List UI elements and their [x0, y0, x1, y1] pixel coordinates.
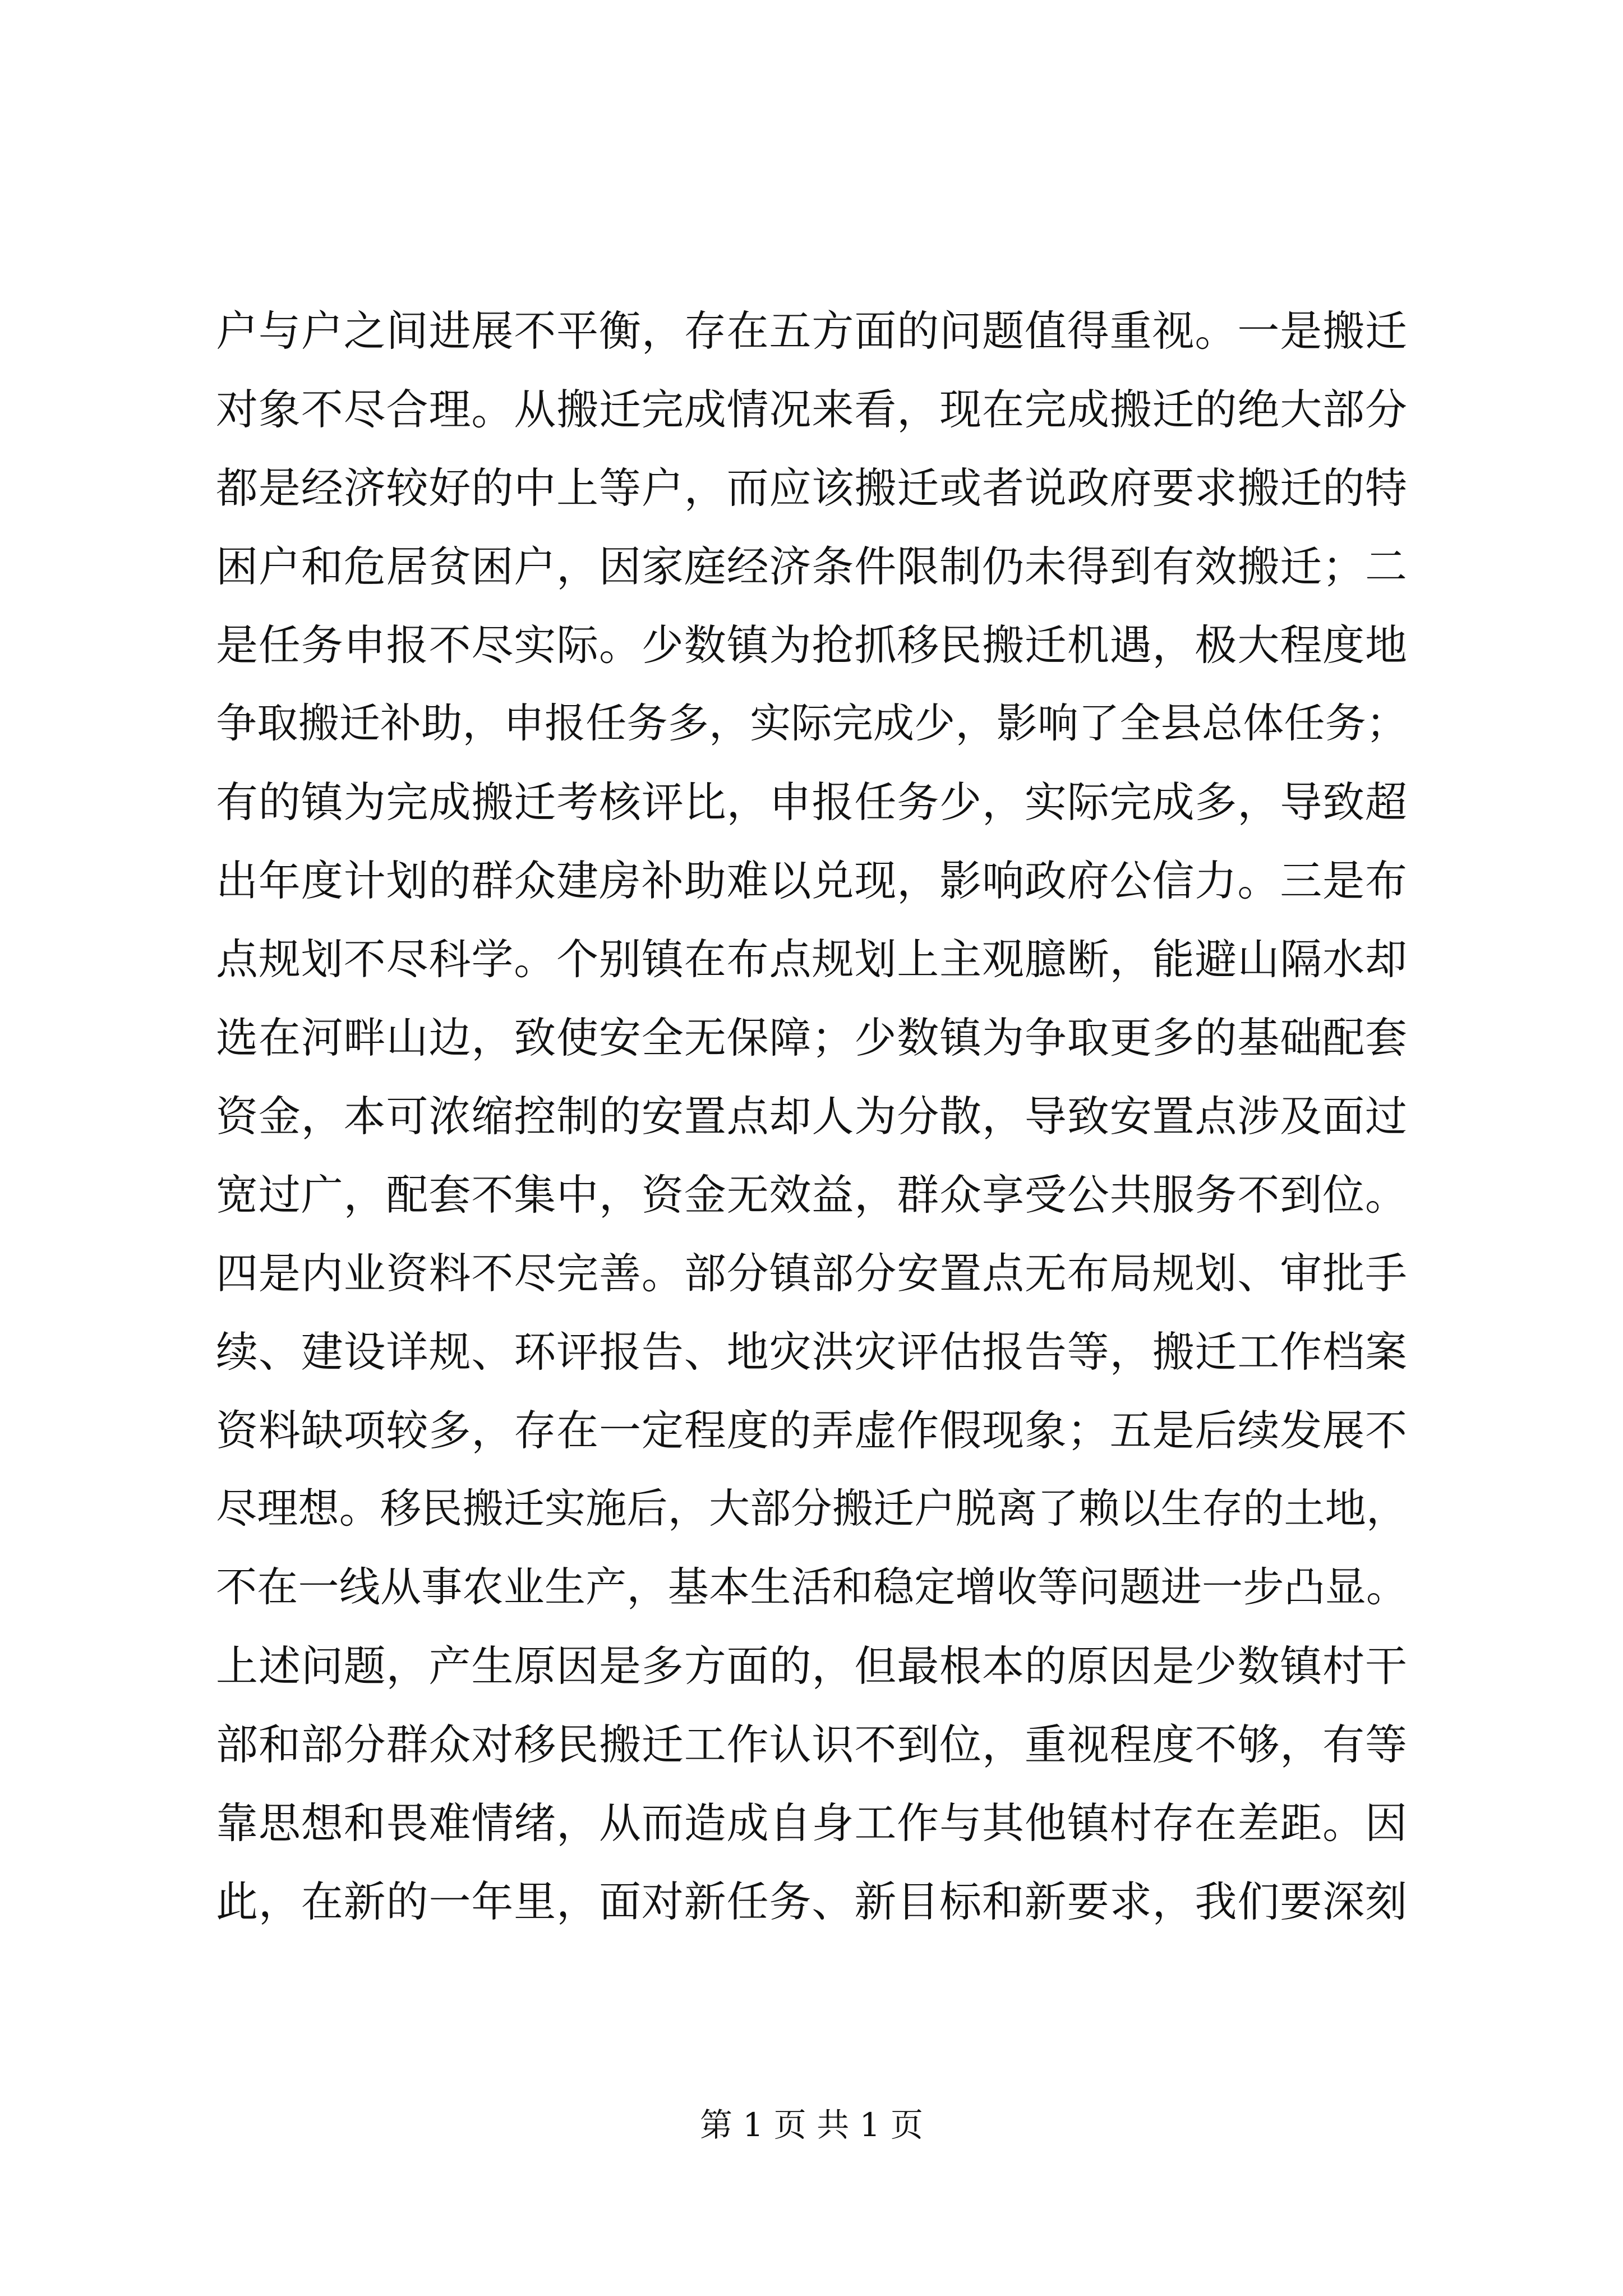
- text-line: 此，在新的一年里，面对新任务、新目标和新要求，我们要深刻: [216, 1877, 1407, 1926]
- text-line: 选在河畔山边，致使安全无保障；少数镇为争取更多的基础配套: [216, 1013, 1407, 1062]
- text-line: 靠思想和畏难情绪，从而造成自身工作与其他镇村存在差距。因: [216, 1798, 1407, 1848]
- text-line: 上述问题，产生原因是多方面的，但最根本的原因是少数镇村干: [216, 1641, 1407, 1691]
- text-line: 资金，本可浓缩控制的安置点却人为分散，导致安置点涉及面过: [216, 1092, 1407, 1141]
- text-line: 点规划不尽科学。个别镇在布点规划上主观臆断，能避山隔水却: [216, 935, 1407, 984]
- text-line: 四是内业资料不尽完善。部分镇部分安置点无布局规划、审批手: [216, 1249, 1407, 1298]
- text-line: 不在一线从事农业生产，基本生活和稳定增收等问题进一步凸显。: [216, 1563, 1407, 1611]
- text-line: 户与户之间进展不平衡，存在五方面的问题值得重视。一是搬迁: [216, 306, 1407, 356]
- text-line: 资料缺项较多，存在一定程度的弄虚作假现象；五是后续发展不: [216, 1406, 1407, 1455]
- text-line: 困户和危居贫困户，因家庭经济条件限制仍未得到有效搬迁；二: [216, 542, 1407, 591]
- text-line: 是任务申报不尽实际。少数镇为抢抓移民搬迁机遇，极大程度地: [216, 620, 1407, 670]
- text-line: 争取搬迁补助，申报任务多，实际完成少，影响了全县总体任务；: [216, 700, 1407, 747]
- text-line: 续、建设详规、环评报告、地灾洪灾评估报告等，搬迁工作档案: [216, 1327, 1407, 1377]
- text-line: 尽理想。移民搬迁实施后，大部分搬迁户脱离了赖以生存的土地，: [216, 1485, 1407, 1533]
- text-line: 宽过广，配套不集中，资金无效益，群众享受公共服务不到位。: [216, 1170, 1407, 1220]
- text-line: 出年度计划的群众建房补助难以兑现，影响政府公信力。三是布: [216, 856, 1407, 905]
- text-line: 对象不尽合理。从搬迁完成情况来看，现在完成搬迁的绝大部分: [216, 385, 1407, 434]
- text-line: 部和部分群众对移民搬迁工作认识不到位，重视程度不够，有等: [216, 1720, 1407, 1769]
- page-footer: 第 1 页 共 1 页: [700, 2106, 923, 2144]
- text-line: 有的镇为完成搬迁考核评比，申报任务少，实际完成多，导致超: [216, 777, 1407, 827]
- text-line: 都是经济较好的中上等户，而应该搬迁或者说政府要求搬迁的特: [216, 463, 1407, 513]
